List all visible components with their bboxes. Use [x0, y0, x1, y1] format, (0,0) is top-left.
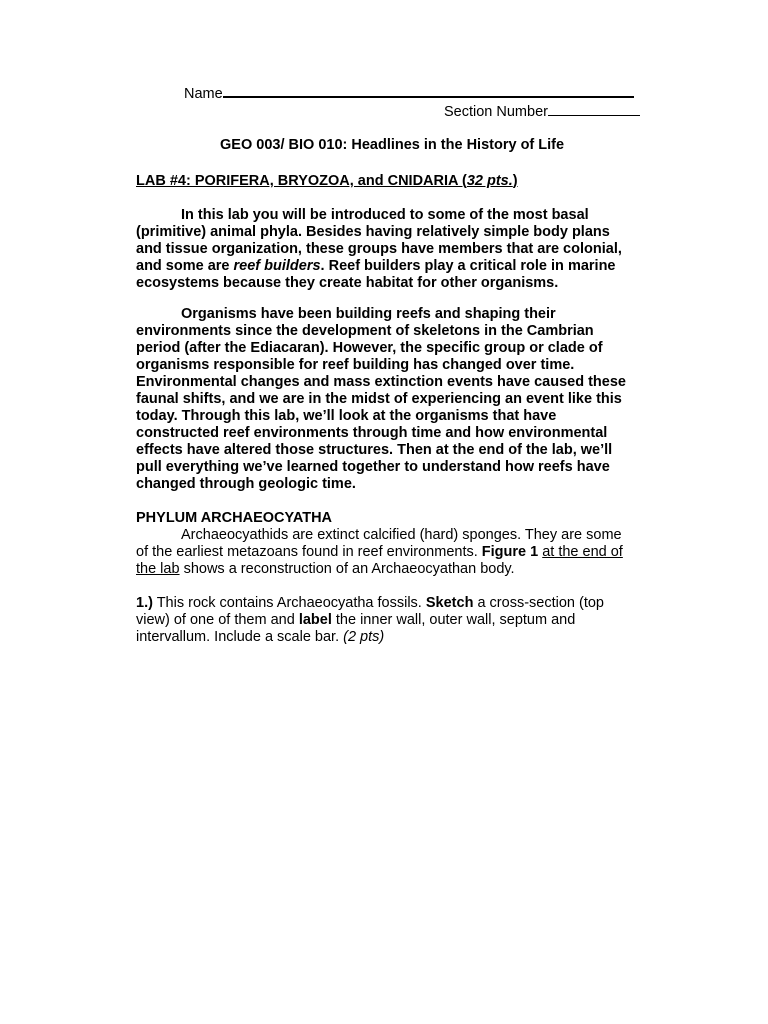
end-of-lab-reference-cont: the lab: [136, 561, 180, 577]
name-label: Name: [184, 86, 223, 102]
question-1-line-3: [136, 629, 384, 646]
reef-line: period (after the Ediacaran). However, the specific group or clade of: [136, 340, 603, 356]
question-1-line-3-text: intervallum. Include a scale bar.: [136, 629, 344, 645]
question-1-line-2-suffix: the inner wall, outer wall, septum and: [331, 612, 576, 628]
reef-line: today. Through this lab, we’ll look at the organisms that have: [136, 408, 557, 424]
course-title: GEO 003/ BIO 010: Headlines in the History of Life: [220, 137, 565, 153]
end-of-lab-reference: at the end of: [542, 544, 623, 560]
reef-line: Environmental changes and mass extinction events have caused these: [136, 374, 626, 390]
section-number-label: Section Number: [444, 104, 548, 120]
intro-line: In this lab you will be introduced to some of the most basal: [181, 207, 589, 223]
question-1-line-1: [136, 595, 604, 612]
intro-line: (primitive) animal phyla. Besides having relatively simple body plans: [136, 224, 610, 240]
section-heading: PHYLUM ARCHAEOCYATHA: [136, 510, 333, 526]
intro-paragraph: [136, 207, 652, 292]
reef-line: faunal shifts, and we are in the midst of experiencing an event like this: [136, 391, 622, 407]
question-1-suffix: a cross-section (top: [473, 595, 604, 611]
reef-line: environments since the development of skeletons in the Cambrian: [136, 323, 594, 339]
reef-line: Organisms have been building reefs and shaping their: [181, 306, 556, 322]
section-number-blank[interactable]: [548, 102, 640, 116]
figure-1-reference: Figure 1: [481, 544, 539, 560]
question-1-number: 1.): [136, 595, 153, 611]
intro-line-prefix: and some are: [136, 258, 234, 274]
intro-line-suffix: . Reef builders play a critical role in marine: [320, 258, 616, 274]
question-1-line-2: [136, 612, 575, 629]
lab-heading-points: 32 pts.: [466, 173, 513, 189]
reef-builders-emphasis: reef builders: [233, 258, 321, 274]
intro-line: and tissue organization, these groups have members that are colonial,: [136, 241, 622, 257]
reef-line: pull everything we’ve learned together to understand how reefs have: [136, 459, 610, 475]
reef-line: organisms responsible for reef building has changed over time.: [136, 357, 575, 373]
name-line: [184, 83, 634, 103]
question-1-text: This rock contains Archaeocyatha fossils.: [152, 595, 426, 611]
lab-heading-title: LAB #4: PORIFERA, BRYOZOA, and CNIDARIA (: [136, 173, 467, 189]
question-1-points: (2 pts): [343, 629, 385, 645]
sketch-answer-area[interactable]: [136, 660, 652, 980]
archaeo-line-3: [136, 561, 515, 578]
sketch-keyword: Sketch: [425, 595, 474, 611]
lab-heading: [136, 173, 518, 190]
archaeo-line-3-suffix: shows a reconstruction of an Archaeocyathan body.: [179, 561, 515, 577]
archaeo-line-2-prefix: of the earliest metazoans found in reef environments.: [136, 544, 482, 560]
reef-line: constructed reef environments through time and how environmental: [136, 425, 608, 441]
label-keyword: label: [298, 612, 332, 628]
question-1-line-2-prefix: view) of one of them and: [136, 612, 299, 628]
archaeo-line-2: [136, 544, 623, 561]
intro-line: [136, 258, 652, 275]
intro-line: ecosystems because they create habitat for other organisms.: [136, 275, 559, 291]
section-number-line: [444, 102, 640, 121]
archaeo-line-1: Archaeocyathids are extinct calcified (hard) sponges. They are some: [181, 527, 622, 543]
name-blank[interactable]: [223, 83, 634, 98]
reef-paragraph: [136, 306, 652, 493]
reef-line: changed through geologic time.: [136, 476, 356, 492]
reef-line: effects have altered those structures. Then at the end of the lab, we’ll: [136, 442, 613, 458]
lab-heading-close: ): [512, 173, 518, 189]
